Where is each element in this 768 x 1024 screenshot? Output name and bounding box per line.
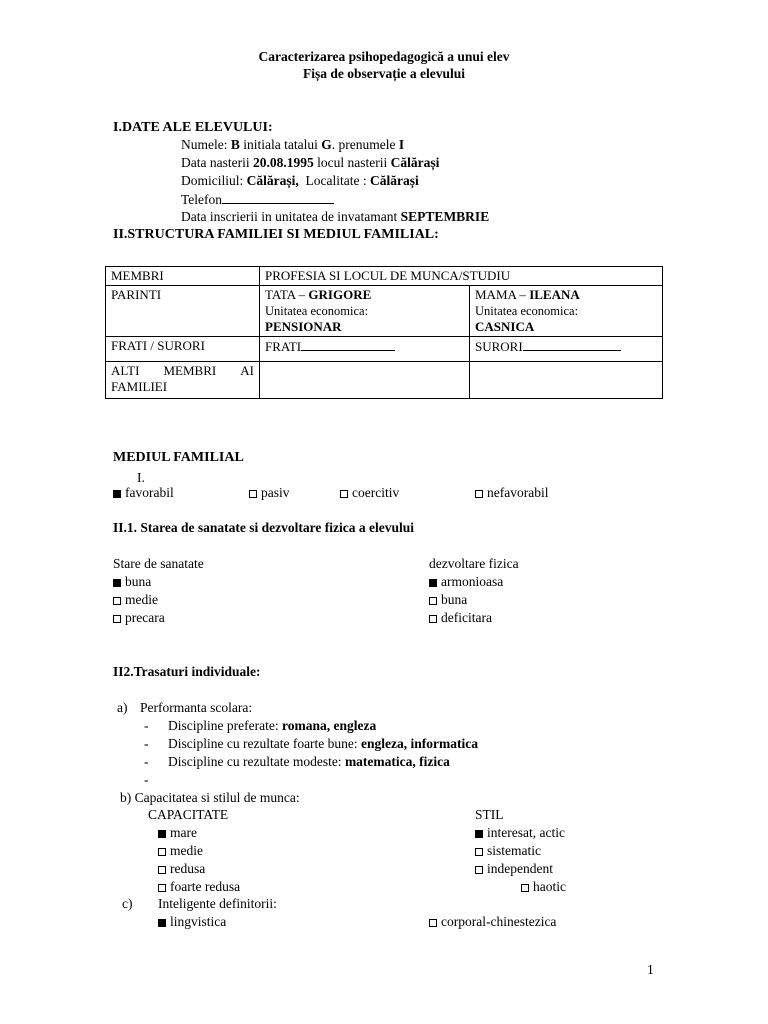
- checkbox-icon: [113, 597, 121, 605]
- discipline-foarte-bune: Discipline cu rezultate foarte bune: engleza, informatica: [168, 736, 479, 751]
- checkbox-icon: [475, 490, 483, 498]
- section-date-elevului-heading: I.DATE ALE ELEVULUI:: [113, 120, 273, 135]
- list-item-empty: -: [144, 772, 149, 787]
- mediul-option-nefavorabil[interactable]: nefavorabil: [475, 485, 548, 501]
- checkbox-icon: [113, 615, 121, 623]
- checkbox-icon: [521, 884, 529, 892]
- checkbox-icon: [429, 919, 437, 927]
- data-nasterii-line: Data nasterii 20.08.1995 locul nasterii Călărași: [181, 155, 440, 170]
- discipline-modeste: Discipline cu rezultate modeste: matematica, fizica: [168, 754, 450, 769]
- checkbox-icon: [340, 490, 348, 498]
- surori-cell: SURORI: [470, 337, 663, 362]
- section-structura-familiei-heading: II.STRUCTURA FAMILIEI SI MEDIUL FAMILIAL:: [113, 227, 439, 242]
- alti-membri-cell: ALTI MEMBRI AI FAMILIEI: [106, 362, 260, 399]
- dezv-option-deficitara[interactable]: deficitara: [429, 610, 492, 626]
- checkbox-checked-icon: [158, 919, 166, 927]
- dezv-option-buna[interactable]: buna: [429, 592, 467, 608]
- stare-option-precara[interactable]: precara: [113, 610, 165, 626]
- stil-option-interesat[interactable]: interesat, actic: [475, 825, 565, 841]
- checkbox-icon: [158, 884, 166, 892]
- checkbox-checked-icon: [113, 490, 121, 498]
- domiciliul-line: Domiciliul: Călărași, Localitate : Călărași: [181, 173, 419, 188]
- alti-membri-empty-cell-2: [470, 362, 663, 399]
- mediul-familial-heading: MEDIUL FAMILIAL: [113, 450, 244, 465]
- performanta-label: Performanta scolara:: [140, 700, 253, 715]
- sanatate-heading: II.1. Starea de sanatate si dezvoltare fizica a elevului: [113, 520, 414, 535]
- frati-cell: FRATI: [260, 337, 470, 362]
- inteligente-marker: c): [122, 896, 133, 911]
- inteligente-label: Inteligente definitorii:: [158, 896, 277, 911]
- checkbox-checked-icon: [113, 579, 121, 587]
- frati-surori-cell: FRATI / SURORI: [106, 337, 260, 362]
- trasaturi-heading: II2.Trasaturi individuale:: [113, 664, 261, 679]
- telefon-line: Telefon: [181, 191, 334, 208]
- capacitate-option-redusa[interactable]: redusa: [158, 861, 205, 877]
- dezv-option-armonioasa[interactable]: armonioasa: [429, 574, 503, 590]
- table-row: [106, 267, 663, 286]
- mediul-numeral: I.: [137, 470, 145, 485]
- capacitate-option-foarte-redusa[interactable]: foarte redusa: [158, 879, 240, 895]
- stil-label: STIL: [475, 807, 504, 822]
- discipline-preferate: Discipline preferate: romana, engleza: [168, 718, 377, 733]
- capacitate-option-medie[interactable]: medie: [158, 843, 203, 859]
- capacitate-stil-label: b) Capacitatea si stilul de munca:: [120, 790, 300, 805]
- table-header-profesia: PROFESIA SI LOCUL DE MUNCA/STUDIU: [260, 267, 663, 286]
- alti-membri-empty-cell: [260, 362, 470, 399]
- stare-sanatate-label: Stare de sanatate: [113, 556, 204, 571]
- mediul-option-coercitiv[interactable]: coercitiv: [340, 485, 399, 501]
- parinti-cell: PARINTI: [106, 286, 260, 337]
- mama-cell: MAMA – ILEANA Unitatea economica: CASNICA: [470, 286, 663, 337]
- list-item: -: [144, 718, 149, 733]
- inscriere-line: Data inscrierii in unitatea de invatamant SEPTEMBRIE: [181, 209, 490, 224]
- checkbox-icon: [475, 866, 483, 874]
- checkbox-icon: [158, 866, 166, 874]
- tata-cell: TATA – GRIGORE Unitatea economica: PENSIONAR: [260, 286, 470, 337]
- dezvoltare-fizica-label: dezvoltare fizica: [429, 556, 519, 571]
- checkbox-icon: [475, 848, 483, 856]
- capacitate-option-mare[interactable]: mare: [158, 825, 197, 841]
- family-table: [105, 266, 663, 399]
- table-row: [106, 362, 663, 399]
- list-item: -: [144, 736, 149, 751]
- numele-line: Numele: B initiala tatalui G. prenumele I: [181, 137, 405, 152]
- telefon-blank: [222, 191, 334, 204]
- mediul-option-pasiv[interactable]: pasiv: [249, 485, 290, 501]
- stil-option-haotic[interactable]: haotic: [521, 879, 566, 895]
- document-subtitle: Fișa de observație a elevului: [303, 66, 465, 81]
- mediul-option-favorabil[interactable]: favorabil: [113, 485, 174, 501]
- capacitate-label: CAPACITATE: [148, 807, 229, 822]
- checkbox-icon: [429, 597, 437, 605]
- checkbox-icon: [429, 615, 437, 623]
- checkbox-checked-icon: [429, 579, 437, 587]
- page-number: 1: [647, 962, 654, 977]
- stil-option-sistematic[interactable]: sistematic: [475, 843, 541, 859]
- checkbox-checked-icon: [158, 830, 166, 838]
- checkbox-checked-icon: [475, 830, 483, 838]
- table-header-membri: MEMBRI: [106, 267, 260, 286]
- stil-option-independent[interactable]: independent: [475, 861, 553, 877]
- performanta-marker: a): [117, 700, 128, 715]
- stare-option-buna[interactable]: buna: [113, 574, 151, 590]
- document-title: Caracterizarea psihopedagogică a unui elev: [258, 49, 510, 64]
- list-item: -: [144, 754, 149, 769]
- checkbox-icon: [249, 490, 257, 498]
- table-row: [106, 286, 663, 337]
- checkbox-icon: [158, 848, 166, 856]
- table-row: [106, 337, 663, 362]
- inteligenta-option-corporal[interactable]: corporal-chinestezica: [429, 914, 556, 930]
- stare-option-medie[interactable]: medie: [113, 592, 158, 608]
- inteligenta-option-lingvistica[interactable]: lingvistica: [158, 914, 226, 930]
